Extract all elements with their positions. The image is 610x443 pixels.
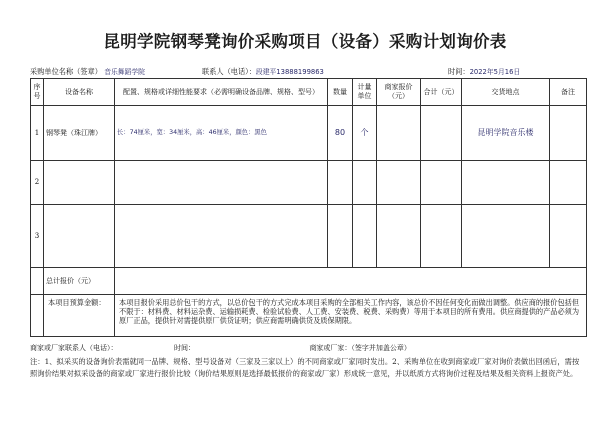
vendor-contact-label: 商家或厂家联系人（电话）： <box>30 344 118 352</box>
cell-price <box>377 161 421 205</box>
cell-total <box>421 161 462 205</box>
col-header-remark: 备注 <box>550 79 587 106</box>
footer-signature-line <box>30 343 411 353</box>
page-title: 昆明学院钢琴凳询价采购项目（设备）采购计划询价表 <box>103 32 507 51</box>
cell-unit: 个 <box>353 106 377 161</box>
total-value <box>115 268 587 295</box>
cell-place <box>462 205 550 268</box>
col-header-total: 合计（元） <box>421 79 462 106</box>
cell-seq: 2 <box>31 161 44 205</box>
vendor-seal-label: 商家或厂家：（签字并加盖公章） <box>309 344 411 352</box>
col-header-price: 商家报价（元） <box>377 79 421 106</box>
purchasing-unit-label: 采购单位名称（签章） <box>30 67 102 76</box>
contact-label: 联系人（电话）： <box>202 67 256 76</box>
cell-spec: 长：74厘米，宽：34厘米，高：46厘米，颜色：黑色 <box>115 106 328 161</box>
contact-value: 段建平13888199863 <box>255 68 324 76</box>
col-header-seq: 序号 <box>31 79 44 106</box>
total-label: 总计报价（元） <box>44 268 115 295</box>
cell-price <box>377 106 421 161</box>
contact-person <box>202 66 324 77</box>
date-field <box>448 66 520 77</box>
cell-seq: 1 <box>31 106 44 161</box>
table-row <box>31 161 587 205</box>
table-row <box>31 106 587 161</box>
budget-note: 本项目预算金额： <box>44 295 115 337</box>
purchasing-unit-value: 音乐舞蹈学院 <box>104 68 145 76</box>
total-row <box>31 268 587 295</box>
cell-unit <box>353 161 377 205</box>
cell-price <box>377 205 421 268</box>
col-header-spec: 配置、规格或详细性能要求（必需明确设备品牌、规格、型号） <box>115 79 328 106</box>
total-seq-cell <box>31 268 44 295</box>
cell-spec <box>115 161 328 205</box>
cell-remark <box>550 106 587 161</box>
cell-place <box>462 161 550 205</box>
cell-remark <box>550 161 587 205</box>
cell-qty <box>328 205 353 268</box>
cell-total <box>421 106 462 161</box>
cell-name <box>44 161 115 205</box>
cell-seq: 3 <box>31 205 44 268</box>
table-header-row <box>31 79 587 106</box>
cell-place: 昆明学院音乐楼 <box>462 106 550 161</box>
date-label: 时间： <box>448 67 470 76</box>
notes-row <box>31 295 587 337</box>
table-row <box>31 205 587 268</box>
pricing-note: 本项目报价采用总价包干的方式，以总价包干的方式完成本项目采购的全部相关工作内容，该总价不因任何变化而做出调整。供应商的报价包括但不限于：材料费、材料运杂费、运输损耗费、检验试验费、人工费、安装费、税费、采购费）等用于本项目的所有费用。供应商提供的产品必须为原厂正品，提供针对需提供原厂供货证明；供应商需明确供货及质保期限。 <box>115 295 587 337</box>
purchasing-unit <box>30 66 145 77</box>
cell-qty: 80 <box>328 106 353 161</box>
cell-remark <box>550 205 587 268</box>
cell-total <box>421 205 462 268</box>
cell-qty <box>328 161 353 205</box>
col-header-place: 交货地点 <box>462 79 550 106</box>
col-header-name: 设备名称 <box>44 79 115 106</box>
inquiry-table <box>30 78 587 337</box>
cell-name <box>44 205 115 268</box>
footnote: 注：1、拟采买的设备询价表需就同一品牌、规格、型号设备对（三家及三家以上）的不同商家或厂家同时发出。2、采购单位在收到商家或厂家对询价表做出回函后，需按照询价结果对拟采设备的商家或厂家进行报价比较（询价结果原则是选择最低报价的商家或厂家）形成统一意见，并以纸质方式将询价过程及结果及相关资料上报资产处。 <box>30 357 580 379</box>
col-header-qty: 数量 <box>328 79 353 106</box>
cell-name: 钢琴凳（珠江牌） <box>44 106 115 161</box>
cell-spec <box>115 205 328 268</box>
vendor-time-label: 时间： <box>173 344 195 352</box>
notes-seq-cell <box>31 295 44 337</box>
cell-unit <box>353 205 377 268</box>
col-header-unit: 计量单位 <box>353 79 377 106</box>
date-value: 2022年5月16日 <box>469 68 521 76</box>
